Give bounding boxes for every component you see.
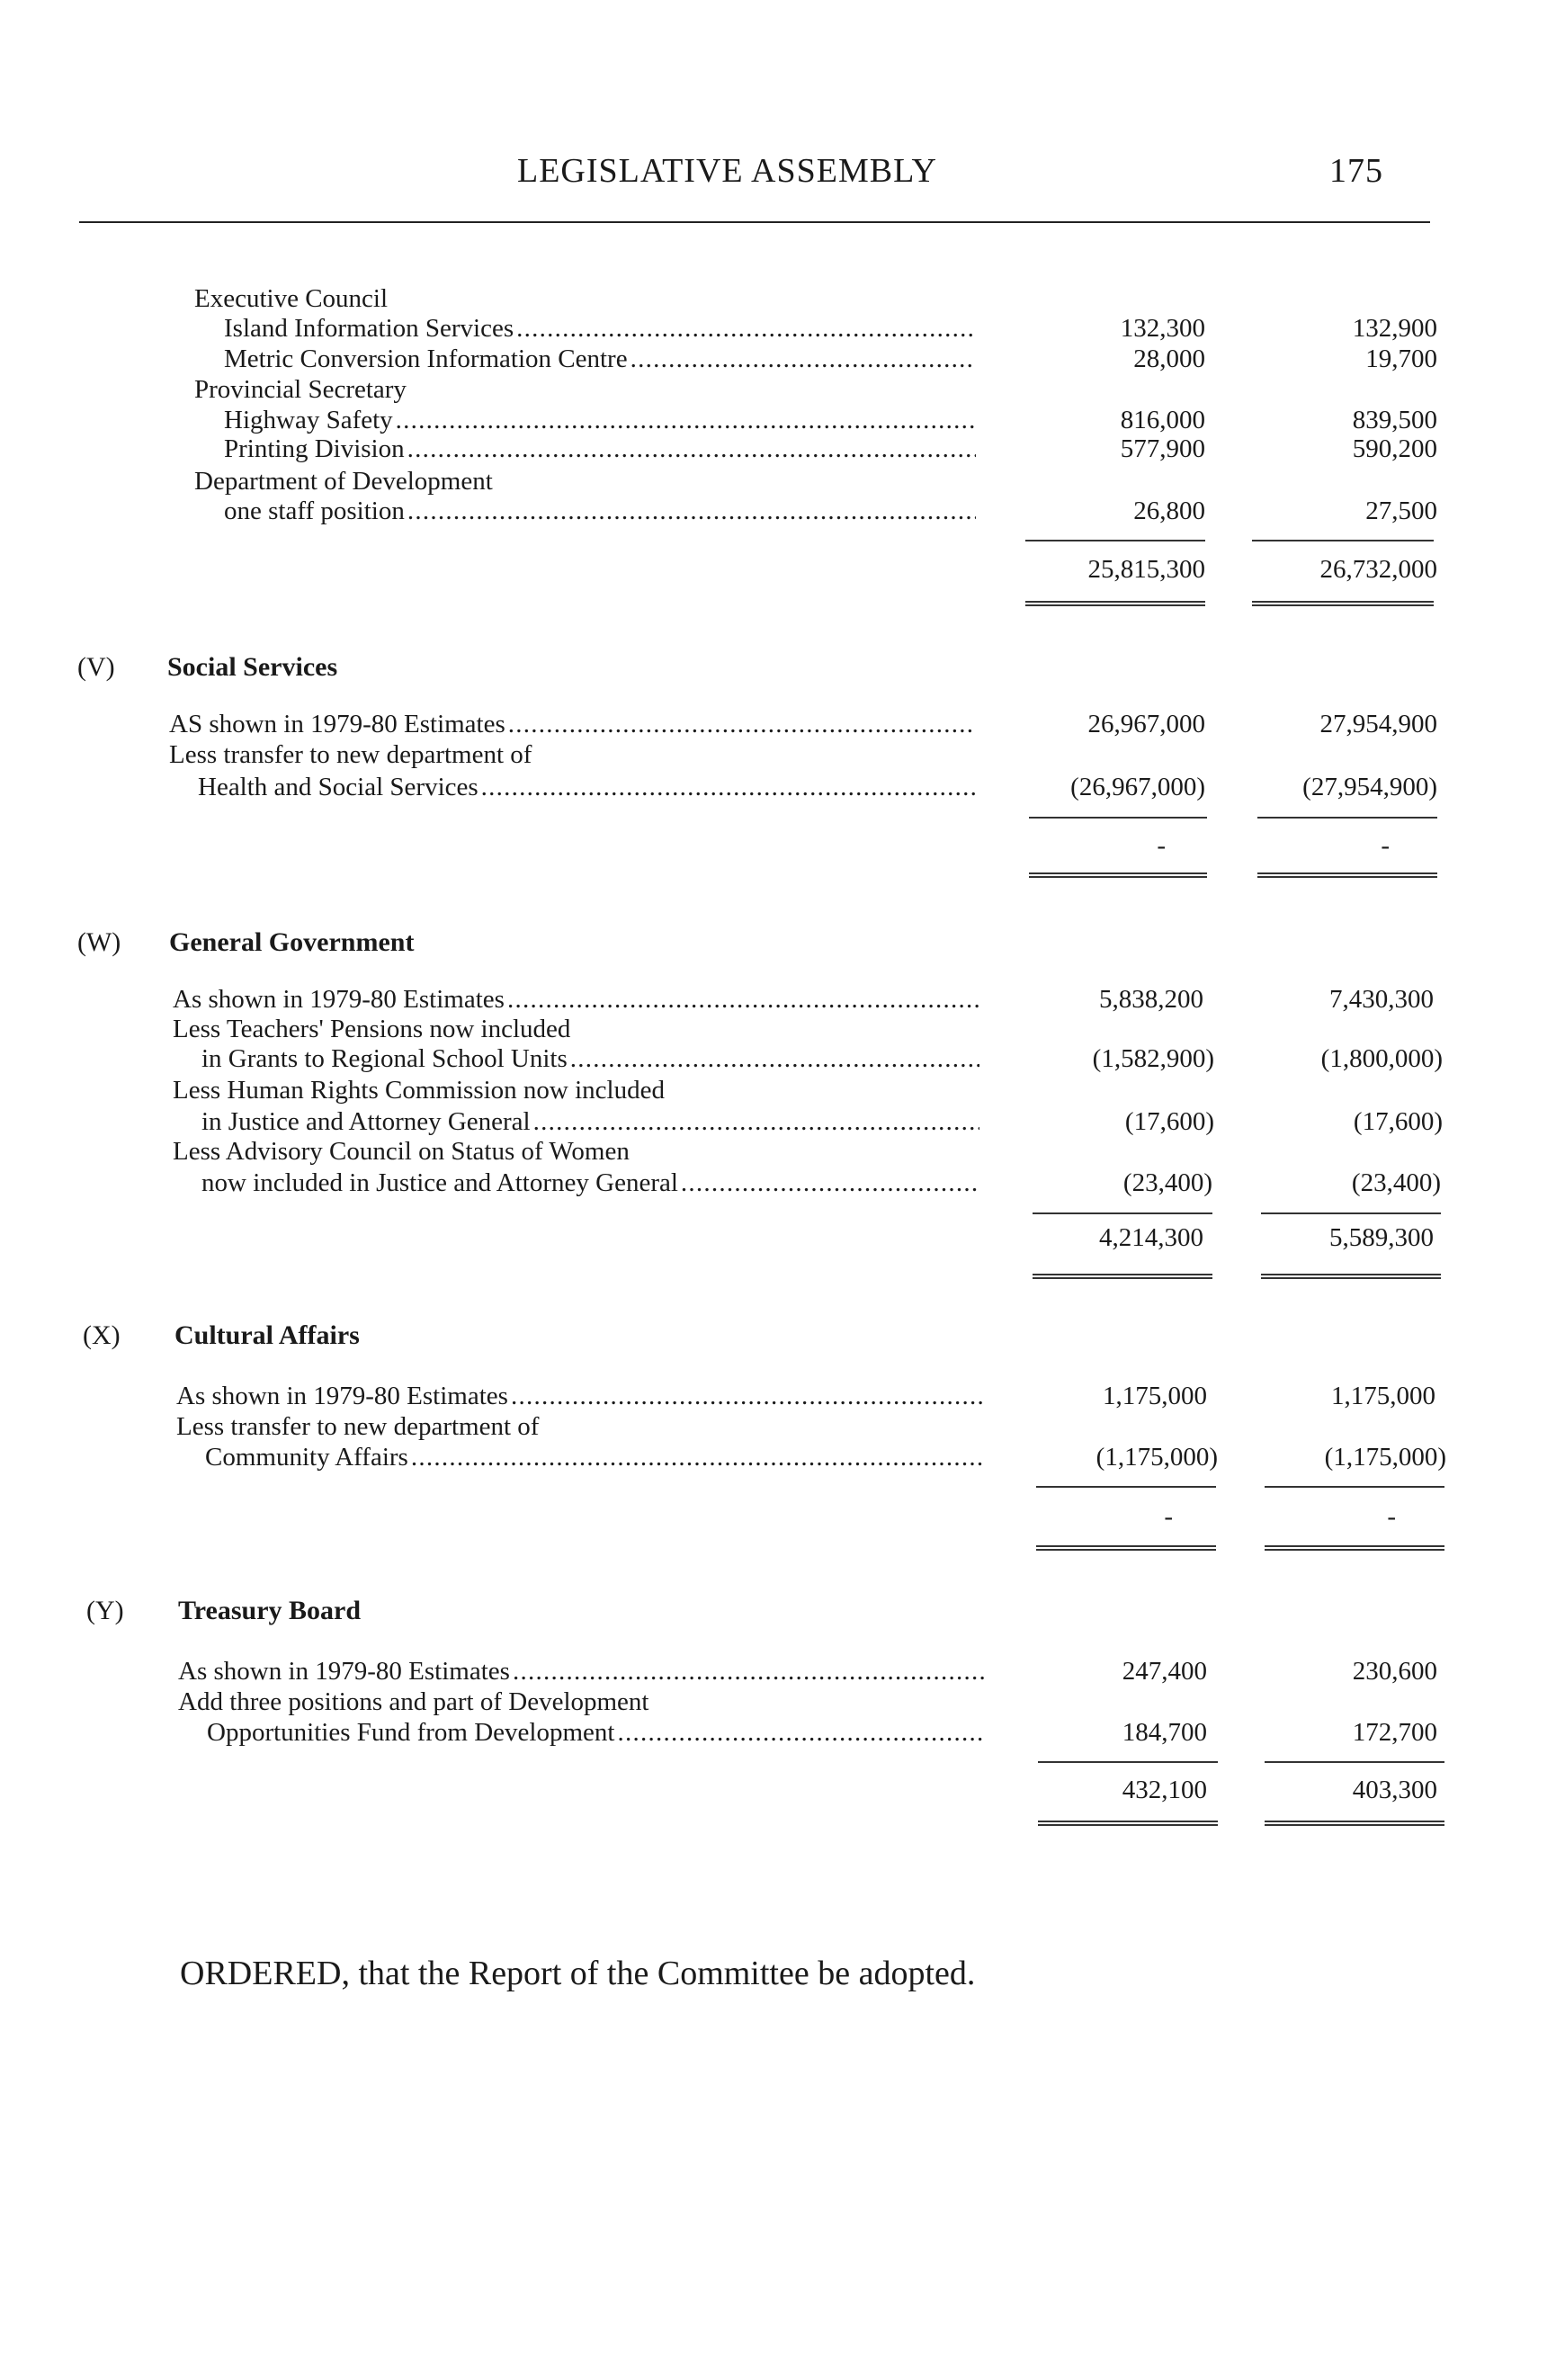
section-title: General Government <box>169 927 415 957</box>
value-col2: (1,800,000) <box>1320 1044 1443 1073</box>
total-double-rule <box>1029 872 1207 878</box>
value-col2: 1,175,000 <box>1331 1382 1435 1410</box>
value-col2: 590,200 <box>1352 434 1437 463</box>
value-col1: (26,967,000) <box>1070 773 1205 801</box>
value-col2: (27,954,900) <box>1302 773 1437 801</box>
value-col2: 132,900 <box>1352 314 1437 343</box>
total-double-rule <box>1257 872 1437 878</box>
subtotal-rule <box>1265 1761 1444 1763</box>
total-col2: 5,589,300 <box>1329 1223 1434 1252</box>
value-col1: 26,967,000 <box>1087 710 1205 738</box>
total-col2: - <box>1387 1502 1396 1531</box>
header-rule <box>79 221 1430 223</box>
total-col2: 403,300 <box>1352 1776 1437 1804</box>
value-col1: 577,900 <box>1120 434 1205 463</box>
total-col1: - <box>1157 831 1166 860</box>
total-double-rule <box>1252 601 1434 606</box>
value-col2: 27,500 <box>1365 497 1437 525</box>
total-col1: 25,815,300 <box>1087 555 1205 584</box>
subtotal-rule <box>1029 817 1207 819</box>
subtotal-rule <box>1252 540 1434 541</box>
value-col1: 26,800 <box>1133 497 1205 525</box>
value-col1: (1,175,000) <box>1096 1443 1218 1472</box>
value-col2: 27,954,900 <box>1319 710 1437 738</box>
value-col1: (23,400) <box>1122 1168 1212 1197</box>
document-page: LEGISLATIVE ASSEMBLY 175 Executive Council Island Information Services . . . 132,300 132,900 Metric Conversion Information Centre . . . 28,000 19,700 Provincial Secretary Highway Safety . . . 816,000 839,500 Printing Division . . . 577,900 590,200 Department of Development one staff position . . . 26,800 27,500 25,815,300 26,732,000 (V) Social Services AS shown in 1979-80 Estimates . . . 26,967,000 27,954,900 Less transfer to new department of Health and Social Services . . . (26,967,000) (27,954,900) - - (W) General Government As shown in 1979-80 Estimates . . . 5,838,200 7,430,300 Less Teachers' Pensions now included in Grants to Regional School Units . . . (1,582,900) (1,800,000) Less Human Rights Commission now included in Justice and Attorney General . . . (17,600) (17,600) Less Advisory Council on Status of Women now included in Justice and Attorney General . . . (23,400) (23,400) 4,214,300 5,589,300 (X) Cultural Affairs As shown in 1979-80 Estimates . . . 1,175,000 1,175,000 Less transfer to new department of Community Affairs . . . (1,175,000) (1,175,000) - - (Y) Treasury Board As shown in 1979-80 Estimates . . . 247,400 230,600 Add three positions and part of Development Opportunities Fund from Development . . . 184,700 172,700 432,100 403,300 ORDERED, that the Report of the Committee be adopted. <box>0 0 1565 2380</box>
subtotal-rule <box>1025 540 1205 541</box>
value-col2: (1,175,000) <box>1324 1443 1446 1472</box>
section-title: Treasury Board <box>178 1596 362 1625</box>
total-col2: - <box>1381 831 1390 860</box>
total-double-rule <box>1025 601 1205 606</box>
subtotal-rule <box>1038 1761 1218 1763</box>
section-letter: (X) <box>83 1320 121 1350</box>
total-col1: 4,214,300 <box>1099 1223 1203 1252</box>
value-col2: (23,400) <box>1351 1168 1441 1197</box>
value-col1: 1,175,000 <box>1103 1382 1207 1410</box>
value-col2: 7,430,300 <box>1329 985 1434 1014</box>
section-letter: (Y) <box>86 1596 124 1625</box>
value-col1: 132,300 <box>1120 314 1205 343</box>
closing-resolution: ORDERED, that the Report of the Committee be adopted. <box>180 1955 976 1992</box>
value-col1: 5,838,200 <box>1099 985 1203 1014</box>
page-title: LEGISLATIVE ASSEMBLY <box>517 152 937 190</box>
value-col2: 230,600 <box>1352 1657 1437 1686</box>
subtotal-rule <box>1265 1486 1444 1488</box>
value-col1: 28,000 <box>1133 344 1205 373</box>
value-col1: (1,582,900) <box>1092 1044 1214 1073</box>
section-letter: (W) <box>77 927 121 957</box>
subtotal-rule <box>1033 1212 1212 1214</box>
total-double-rule <box>1036 1545 1216 1551</box>
value-col2: 172,700 <box>1352 1718 1437 1747</box>
section-letter: (V) <box>77 652 115 682</box>
total-col1: - <box>1164 1502 1173 1531</box>
value-col1: 184,700 <box>1122 1718 1207 1747</box>
subtotal-rule <box>1261 1212 1441 1214</box>
total-double-rule <box>1038 1821 1218 1826</box>
section-title: Cultural Affairs <box>174 1320 360 1350</box>
page-number: 175 <box>1329 152 1383 190</box>
value-col2: 19,700 <box>1365 344 1437 373</box>
total-double-rule <box>1033 1274 1212 1279</box>
total-double-rule <box>1265 1821 1444 1826</box>
total-double-rule <box>1265 1545 1444 1551</box>
subtotal-rule <box>1036 1486 1216 1488</box>
total-col2: 26,732,000 <box>1319 555 1437 584</box>
total-double-rule <box>1261 1274 1441 1279</box>
value-col1: 816,000 <box>1120 406 1205 434</box>
section-title: Social Services <box>167 652 338 682</box>
total-col1: 432,100 <box>1122 1776 1207 1804</box>
subtotal-rule <box>1257 817 1437 819</box>
value-col2: (17,600) <box>1353 1107 1443 1136</box>
value-col2: 839,500 <box>1352 406 1437 434</box>
value-col1: (17,600) <box>1124 1107 1214 1136</box>
value-col1: 247,400 <box>1122 1657 1207 1686</box>
